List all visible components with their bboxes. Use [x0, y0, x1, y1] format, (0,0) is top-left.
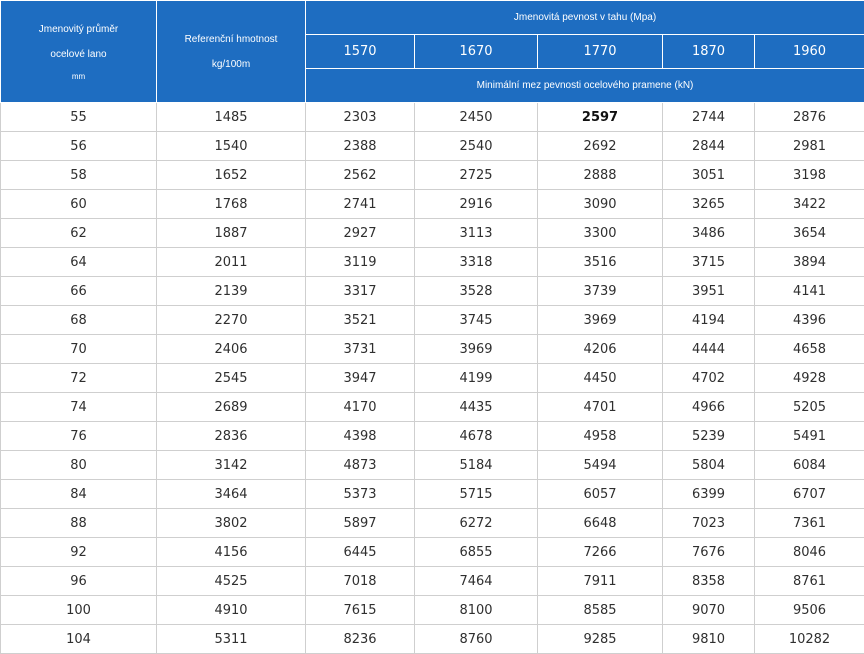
cell-grade-1870: 3951	[663, 277, 755, 306]
cell-grade-1960: 2876	[755, 103, 864, 132]
table-row	[1, 132, 864, 161]
cell-grade-1670: 8760	[415, 625, 538, 654]
cell-mass: 3142	[157, 451, 306, 480]
cell-grade-1670: 5184	[415, 451, 538, 480]
cell-grade-1960: 8046	[755, 538, 864, 567]
cell-grade-1670: 2725	[415, 161, 538, 190]
cell-grade-1670: 3528	[415, 277, 538, 306]
header-grade-1770: 1770	[538, 35, 663, 69]
cell-grade-1770: 4701	[538, 393, 663, 422]
cell-grade-1570: 7615	[306, 596, 415, 625]
table-row	[1, 509, 864, 538]
cell-grade-1870: 3715	[663, 248, 755, 277]
table-row	[1, 451, 864, 480]
cell-grade-1870: 5239	[663, 422, 755, 451]
cell-grade-1960: 6707	[755, 480, 864, 509]
cell-diameter: 70	[1, 335, 157, 364]
cell-grade-1960: 5491	[755, 422, 864, 451]
header-min-strength: Minimální mez pevnosti ocelového pramene (kN)	[306, 69, 864, 103]
cell-grade-1670: 6855	[415, 538, 538, 567]
cell-grade-1570: 3119	[306, 248, 415, 277]
cell-diameter: 56	[1, 132, 157, 161]
cell-grade-1770: 3300	[538, 219, 663, 248]
cell-grade-1960: 3422	[755, 190, 864, 219]
cell-diameter: 88	[1, 509, 157, 538]
cell-grade-1770: 8585	[538, 596, 663, 625]
cell-grade-1570: 4170	[306, 393, 415, 422]
table-row	[1, 306, 864, 335]
cell-grade-1670: 6272	[415, 509, 538, 538]
header-tensile-title: Jmenovitá pevnost v tahu (Mpa)	[306, 1, 864, 35]
cell-grade-1770: 2597	[538, 103, 663, 132]
cell-grade-1670: 7464	[415, 567, 538, 596]
cell-grade-1570: 8236	[306, 625, 415, 654]
cell-grade-1770: 7911	[538, 567, 663, 596]
cell-grade-1670: 3318	[415, 248, 538, 277]
cell-mass: 1887	[157, 219, 306, 248]
cell-grade-1570: 3731	[306, 335, 415, 364]
cell-grade-1960: 8761	[755, 567, 864, 596]
cell-diameter: 80	[1, 451, 157, 480]
cell-grade-1960: 9506	[755, 596, 864, 625]
cell-mass: 5311	[157, 625, 306, 654]
table-body	[1, 103, 864, 654]
cell-grade-1570: 2388	[306, 132, 415, 161]
cell-grade-1770: 4450	[538, 364, 663, 393]
cell-mass: 3464	[157, 480, 306, 509]
cell-diameter: 60	[1, 190, 157, 219]
header-mass-line1: Referenční hmotnost	[157, 27, 305, 52]
header-grade-1870: 1870	[663, 35, 755, 69]
cell-mass: 4910	[157, 596, 306, 625]
header-diameter-unit: mm	[1, 67, 156, 87]
cell-grade-1770: 4958	[538, 422, 663, 451]
cell-grade-1870: 5804	[663, 451, 755, 480]
cell-diameter: 84	[1, 480, 157, 509]
cell-diameter: 66	[1, 277, 157, 306]
cell-mass: 2545	[157, 364, 306, 393]
cell-grade-1570: 3521	[306, 306, 415, 335]
cell-grade-1570: 2562	[306, 161, 415, 190]
cell-diameter: 92	[1, 538, 157, 567]
table-row	[1, 248, 864, 277]
cell-diameter: 100	[1, 596, 157, 625]
table-row	[1, 161, 864, 190]
cell-diameter: 55	[1, 103, 157, 132]
header-mass	[157, 1, 306, 103]
cell-grade-1570: 3947	[306, 364, 415, 393]
cell-grade-1570: 5373	[306, 480, 415, 509]
cell-grade-1570: 2741	[306, 190, 415, 219]
cell-grade-1960: 10282	[755, 625, 864, 654]
cell-mass: 1652	[157, 161, 306, 190]
header-grade-1570: 1570	[306, 35, 415, 69]
header-diameter-line1: Jmenovitý průměr	[1, 17, 156, 42]
cell-mass: 1768	[157, 190, 306, 219]
cell-grade-1770: 9285	[538, 625, 663, 654]
cell-grade-1770: 6057	[538, 480, 663, 509]
cell-grade-1570: 3317	[306, 277, 415, 306]
cell-grade-1670: 3969	[415, 335, 538, 364]
cell-grade-1670: 4435	[415, 393, 538, 422]
cell-grade-1670: 2450	[415, 103, 538, 132]
cell-diameter: 68	[1, 306, 157, 335]
header-grade-1670: 1670	[415, 35, 538, 69]
cell-mass: 4156	[157, 538, 306, 567]
header-grade-1960: 1960	[755, 35, 864, 69]
cell-grade-1770: 5494	[538, 451, 663, 480]
cell-grade-1870: 4966	[663, 393, 755, 422]
header-mass-line2: kg/100m	[157, 52, 305, 77]
cell-grade-1770: 3969	[538, 306, 663, 335]
cell-grade-1870: 7023	[663, 509, 755, 538]
cell-grade-1960: 4658	[755, 335, 864, 364]
cell-grade-1870: 9070	[663, 596, 755, 625]
cell-grade-1670: 3745	[415, 306, 538, 335]
cell-grade-1770: 2692	[538, 132, 663, 161]
cell-diameter: 72	[1, 364, 157, 393]
table-row	[1, 480, 864, 509]
cell-diameter: 62	[1, 219, 157, 248]
header-diameter	[1, 1, 157, 103]
table-row	[1, 219, 864, 248]
cell-mass: 1485	[157, 103, 306, 132]
table-row	[1, 364, 864, 393]
cell-grade-1960: 4396	[755, 306, 864, 335]
cell-grade-1770: 4206	[538, 335, 663, 364]
cell-grade-1960: 7361	[755, 509, 864, 538]
cell-grade-1960: 3894	[755, 248, 864, 277]
table-row	[1, 625, 864, 654]
table-row	[1, 538, 864, 567]
cell-grade-1870: 2744	[663, 103, 755, 132]
cell-grade-1670: 3113	[415, 219, 538, 248]
table-row	[1, 393, 864, 422]
cell-grade-1670: 5715	[415, 480, 538, 509]
cell-grade-1670: 4199	[415, 364, 538, 393]
cell-diameter: 96	[1, 567, 157, 596]
cell-grade-1570: 4398	[306, 422, 415, 451]
cell-grade-1670: 4678	[415, 422, 538, 451]
cell-grade-1870: 4702	[663, 364, 755, 393]
cell-grade-1870: 4444	[663, 335, 755, 364]
cell-grade-1870: 4194	[663, 306, 755, 335]
cell-mass: 4525	[157, 567, 306, 596]
table-row	[1, 190, 864, 219]
cell-diameter: 64	[1, 248, 157, 277]
cell-mass: 2836	[157, 422, 306, 451]
cell-grade-1870: 6399	[663, 480, 755, 509]
cell-grade-1960: 6084	[755, 451, 864, 480]
cell-grade-1960: 4141	[755, 277, 864, 306]
cell-mass: 2689	[157, 393, 306, 422]
table-row	[1, 335, 864, 364]
cell-grade-1570: 4873	[306, 451, 415, 480]
cell-grade-1670: 2916	[415, 190, 538, 219]
cell-grade-1570: 7018	[306, 567, 415, 596]
cell-grade-1870: 2844	[663, 132, 755, 161]
cell-grade-1570: 5897	[306, 509, 415, 538]
cell-grade-1570: 6445	[306, 538, 415, 567]
cell-diameter: 104	[1, 625, 157, 654]
cell-grade-1960: 4928	[755, 364, 864, 393]
cell-grade-1770: 3739	[538, 277, 663, 306]
cell-grade-1770: 2888	[538, 161, 663, 190]
cell-grade-1570: 2303	[306, 103, 415, 132]
cell-grade-1770: 7266	[538, 538, 663, 567]
cell-grade-1960: 3654	[755, 219, 864, 248]
cell-diameter: 58	[1, 161, 157, 190]
table-header	[1, 1, 864, 103]
cell-grade-1960: 5205	[755, 393, 864, 422]
cell-mass: 1540	[157, 132, 306, 161]
cell-grade-1870: 9810	[663, 625, 755, 654]
cell-grade-1770: 3516	[538, 248, 663, 277]
cell-grade-1670: 8100	[415, 596, 538, 625]
table-row	[1, 277, 864, 306]
cell-mass: 2011	[157, 248, 306, 277]
cell-mass: 2406	[157, 335, 306, 364]
cell-mass: 3802	[157, 509, 306, 538]
cell-grade-1870: 3486	[663, 219, 755, 248]
cell-grade-1570: 2927	[306, 219, 415, 248]
cell-grade-1960: 3198	[755, 161, 864, 190]
cell-grade-1870: 3265	[663, 190, 755, 219]
cell-mass: 2139	[157, 277, 306, 306]
cell-grade-1770: 3090	[538, 190, 663, 219]
cell-grade-1770: 6648	[538, 509, 663, 538]
table-row	[1, 103, 864, 132]
cell-grade-1670: 2540	[415, 132, 538, 161]
header-diameter-line2: ocelové lano	[1, 42, 156, 67]
cell-mass: 2270	[157, 306, 306, 335]
cell-grade-1870: 8358	[663, 567, 755, 596]
cell-diameter: 76	[1, 422, 157, 451]
cell-grade-1960: 2981	[755, 132, 864, 161]
table-row	[1, 596, 864, 625]
table-row	[1, 567, 864, 596]
cell-diameter: 74	[1, 393, 157, 422]
table-row	[1, 422, 864, 451]
cell-grade-1870: 3051	[663, 161, 755, 190]
cell-grade-1870: 7676	[663, 538, 755, 567]
